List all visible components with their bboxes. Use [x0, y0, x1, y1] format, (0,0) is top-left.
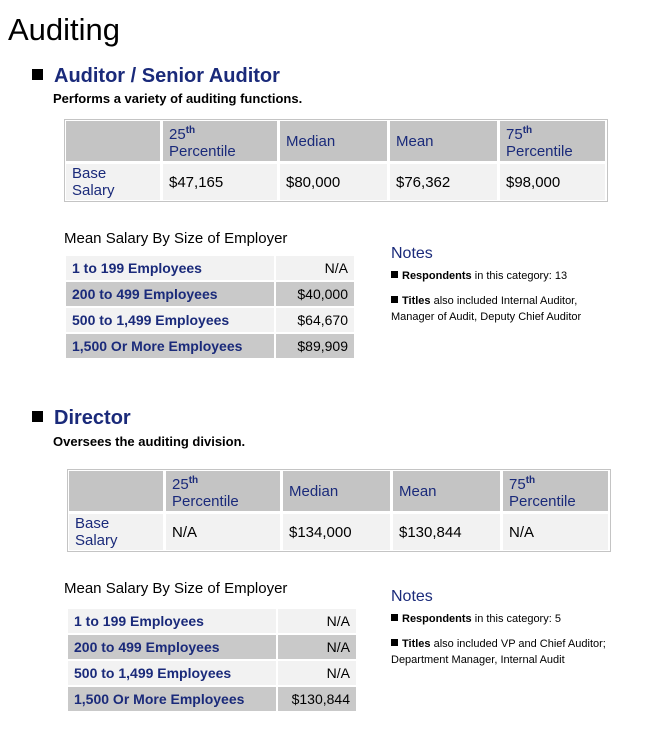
value-mean: $130,844 — [393, 514, 500, 550]
size-value: $89,909 — [276, 334, 354, 358]
size-table — [64, 254, 356, 360]
header-blank-cell — [66, 121, 160, 161]
square-bullet-icon — [391, 271, 398, 278]
notes-panel — [391, 245, 623, 325]
size-label: 1 to 199 Employees — [68, 609, 276, 633]
salary-table — [67, 469, 611, 552]
value-median: $80,000 — [280, 164, 387, 200]
size-value: N/A — [278, 661, 356, 685]
base-salary-label: Base Salary — [66, 164, 160, 200]
size-label: 1 to 199 Employees — [66, 256, 274, 280]
notes-panel — [391, 588, 613, 668]
base-salary-label: Base Salary — [69, 514, 163, 550]
table-row — [66, 256, 354, 280]
notes-title: Notes — [391, 588, 433, 605]
size-value: N/A — [278, 635, 356, 659]
header-median: Median — [280, 121, 387, 161]
table-row — [68, 687, 356, 711]
size-label: 200 to 499 Employees — [66, 282, 274, 306]
note-titles: Titles also included VP and Chief Auditor; Department Manager, Internal Audit — [391, 638, 606, 666]
size-value: N/A — [278, 609, 356, 633]
value-median: $134,000 — [283, 514, 390, 550]
job-section-auditor — [32, 64, 280, 88]
size-value: $40,000 — [276, 282, 354, 306]
size-value: N/A — [276, 256, 354, 280]
header-75th-percentile: 75th Percentile — [503, 471, 608, 511]
header-mean: Mean — [390, 121, 497, 161]
page-title: Auditing — [8, 12, 121, 47]
table-row — [68, 635, 356, 659]
size-label: 1,500 Or More Employees — [66, 334, 274, 358]
header-25th-percentile: 25th Percentile — [166, 471, 280, 511]
table-row — [68, 661, 356, 685]
job-title — [32, 64, 280, 88]
value-75th-percentile: N/A — [503, 514, 608, 550]
square-bullet-icon — [391, 614, 398, 621]
job-description: Performs a variety of auditing functions. — [53, 91, 303, 106]
note-titles: Titles also included Internal Auditor, Manager of Audit, Deputy Chief Auditor — [391, 295, 582, 323]
square-bullet-icon — [391, 296, 398, 303]
job-description: Oversees the auditing division. — [53, 434, 246, 449]
size-label: 500 to 1,499 Employees — [68, 661, 276, 685]
size-table — [66, 607, 358, 713]
size-value: $64,670 — [276, 308, 354, 332]
salary-table — [64, 119, 608, 202]
job-section-director — [32, 406, 131, 430]
size-value: $130,844 — [278, 687, 356, 711]
square-bullet-icon — [32, 69, 43, 80]
job-title — [32, 406, 131, 430]
header-25th-percentile: 25th Percentile — [163, 121, 277, 161]
size-label: 200 to 499 Employees — [68, 635, 276, 659]
size-label: 1,500 Or More Employees — [68, 687, 276, 711]
header-75th-percentile: 75th Percentile — [500, 121, 605, 161]
size-caption: Mean Salary By Size of Employer — [64, 580, 288, 597]
value-mean: $76,362 — [390, 164, 497, 200]
size-caption: Mean Salary By Size of Employer — [64, 230, 288, 247]
header-blank-cell — [69, 471, 163, 511]
value-75th-percentile: $98,000 — [500, 164, 605, 200]
note-respondents: Respondents in this category: 5 — [391, 611, 613, 627]
table-row — [66, 282, 354, 306]
square-bullet-icon — [32, 411, 43, 422]
table-row — [68, 609, 356, 633]
square-bullet-icon — [391, 639, 398, 646]
table-row — [66, 334, 354, 358]
note-respondents: Respondents in this category: 13 — [391, 268, 623, 284]
value-25th-percentile: N/A — [166, 514, 280, 550]
table-row — [66, 308, 354, 332]
job-title-text: Director — [54, 407, 131, 429]
job-title-text: Auditor / Senior Auditor — [54, 65, 280, 87]
notes-title: Notes — [391, 245, 433, 262]
size-label: 500 to 1,499 Employees — [66, 308, 274, 332]
header-mean: Mean — [393, 471, 500, 511]
header-median: Median — [283, 471, 390, 511]
value-25th-percentile: $47,165 — [163, 164, 277, 200]
